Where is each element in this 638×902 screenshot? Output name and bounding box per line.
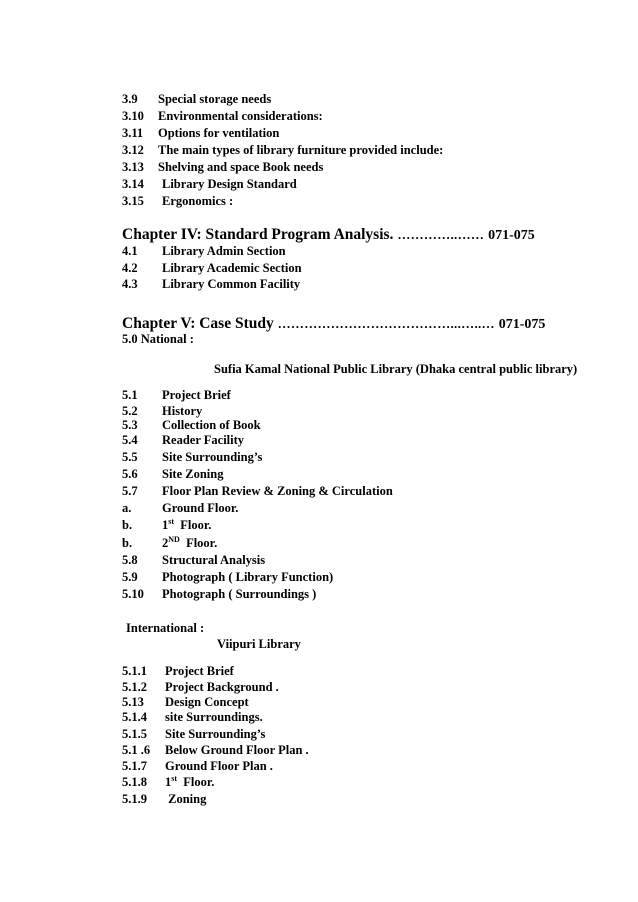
item-number: 5.9 bbox=[122, 570, 138, 584]
national-label: 5.0 National : bbox=[122, 332, 194, 346]
item-number: 5.1.5 bbox=[122, 727, 147, 741]
page-range: 071-075 bbox=[498, 317, 546, 332]
item-label: Ground Floor. bbox=[162, 501, 239, 515]
item-label: site Surroundings. bbox=[165, 710, 263, 724]
international-label: International : bbox=[126, 621, 205, 635]
item-number: 5.13 bbox=[122, 695, 144, 709]
item-number: 5.2 bbox=[122, 404, 138, 418]
item-number: 3.14 bbox=[122, 177, 144, 191]
item-label: Structural Analysis bbox=[162, 553, 266, 567]
item-label: Site Zoning bbox=[162, 467, 224, 481]
page-range: 071-075 bbox=[488, 228, 535, 243]
item-label: Ground Floor Plan . bbox=[165, 759, 273, 773]
item-label: Site Surrounding’s bbox=[165, 727, 266, 741]
chapter-4-heading bbox=[122, 226, 535, 245]
item-number: a. bbox=[122, 501, 132, 515]
item-label: Zoning bbox=[165, 792, 207, 806]
item-number: 5.1.9 bbox=[122, 792, 147, 806]
item-number: 3.10 bbox=[122, 109, 144, 123]
item-label: Reader Facility bbox=[162, 433, 245, 447]
item-number: 5.1 bbox=[122, 388, 138, 402]
item-label: Special storage needs bbox=[158, 92, 272, 106]
item-label: Design Concept bbox=[165, 695, 249, 709]
item-label: Library Academic Section bbox=[162, 261, 302, 275]
leader-dots: …………..…… bbox=[397, 227, 485, 242]
item-label: Environmental considerations: bbox=[158, 109, 323, 123]
item-label: Project Background . bbox=[165, 680, 279, 694]
item-number: 5.4 bbox=[122, 433, 138, 447]
item-number: 5.1.2 bbox=[122, 680, 147, 694]
item-number: 3.12 bbox=[122, 143, 144, 157]
item-number: 3.9 bbox=[122, 92, 138, 106]
item-number: b. bbox=[122, 536, 133, 550]
item-number: 3.13 bbox=[122, 160, 144, 174]
item-number: 4.1 bbox=[122, 244, 138, 258]
item-number: 5.1.7 bbox=[122, 759, 147, 773]
item-number: 5.6 bbox=[122, 467, 138, 481]
item-label: History bbox=[162, 404, 203, 418]
item-number: 3.11 bbox=[122, 126, 144, 140]
leader-dots: …………………………………...…..… bbox=[277, 316, 495, 331]
item-number: 5.7 bbox=[122, 484, 138, 498]
item-label: Options for ventilation bbox=[158, 126, 280, 140]
national-subtitle: Sufia Kamal National Public Library (Dhaka central public library) bbox=[214, 362, 578, 376]
chapter-title: Chapter IV: Standard Program Analysis. bbox=[122, 226, 394, 243]
item-label: Floor Plan Review & Zoning & Circulation bbox=[162, 484, 393, 498]
item-number: 5.5 bbox=[122, 450, 138, 464]
item-label: Below Ground Floor Plan . bbox=[165, 743, 309, 757]
chapter-title: Chapter V: Case Study bbox=[122, 315, 274, 332]
item-label: 1st Floor. bbox=[165, 773, 215, 789]
item-label: 1st Floor. bbox=[162, 516, 212, 532]
item-label: Project Brief bbox=[165, 664, 234, 678]
item-number: 5.1.1 bbox=[122, 664, 147, 678]
item-label: Library Design Standard bbox=[162, 177, 297, 191]
item-number: 5.3 bbox=[122, 418, 138, 432]
item-number: 5.8 bbox=[122, 553, 138, 567]
item-number: 4.2 bbox=[122, 261, 138, 275]
item-number: 5.1 .6 bbox=[122, 743, 151, 757]
item-label: Photograph ( Surroundings ) bbox=[162, 587, 317, 601]
item-label: Collection of Book bbox=[162, 418, 261, 432]
item-label: Project Brief bbox=[162, 388, 231, 402]
item-number: 5.1.4 bbox=[122, 710, 147, 724]
item-label: Shelving and space Book needs bbox=[158, 160, 324, 174]
item-number: 3.15 bbox=[122, 194, 144, 208]
item-label: Site Surrounding’s bbox=[162, 450, 263, 464]
item-number: b. bbox=[122, 518, 133, 532]
international-subtitle: Viipuri Library bbox=[217, 637, 301, 651]
item-label: The main types of library furniture provided include: bbox=[158, 143, 444, 157]
item-number: 5.1.8 bbox=[122, 775, 147, 789]
item-label: Library Admin Section bbox=[162, 244, 286, 258]
item-number: 5.10 bbox=[122, 587, 144, 601]
item-label: Library Common Facility bbox=[162, 277, 301, 291]
item-number: 4.3 bbox=[122, 277, 138, 291]
item-label: Photograph ( Library Function) bbox=[162, 570, 334, 584]
item-label: Ergonomics : bbox=[162, 194, 234, 208]
item-label: 2ND Floor. bbox=[162, 534, 218, 550]
